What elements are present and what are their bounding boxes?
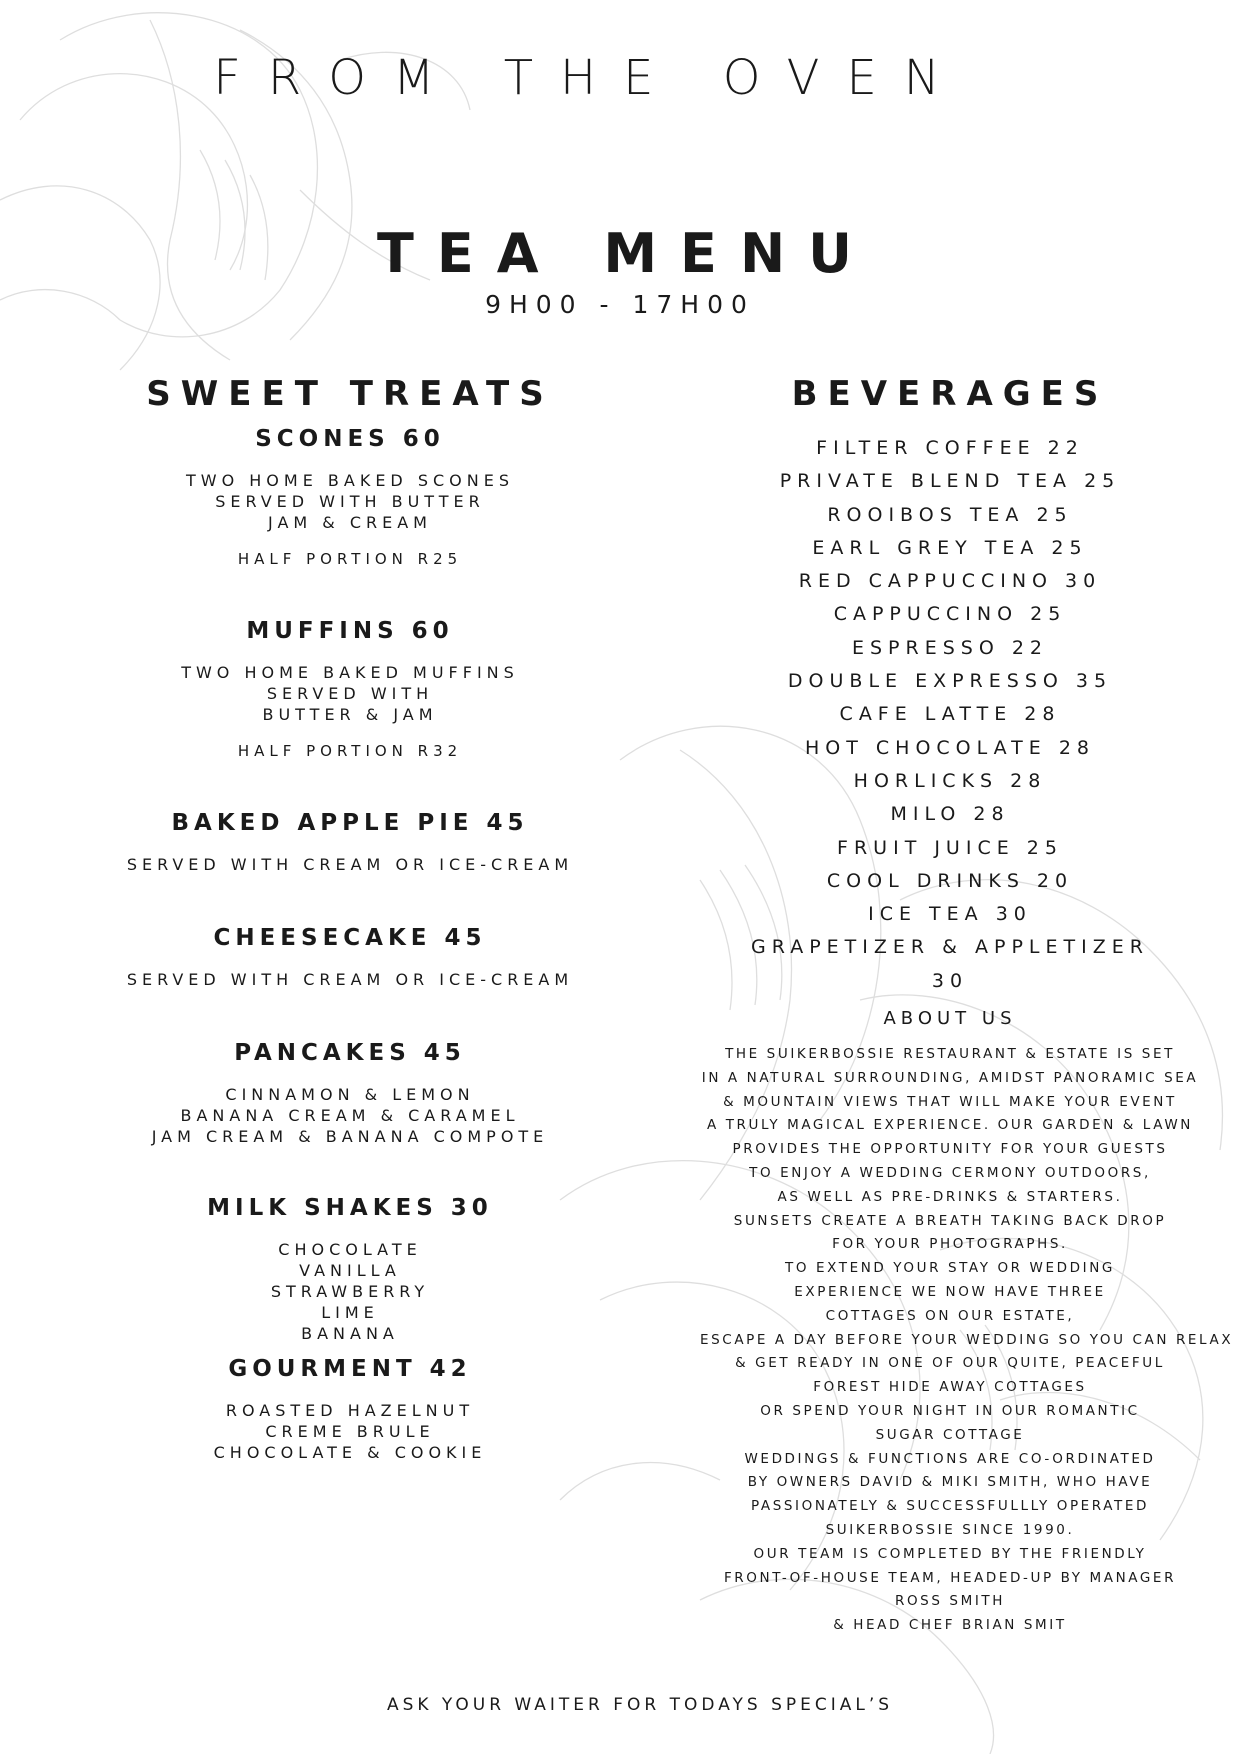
- item-description-line: LIME: [321, 1303, 379, 1322]
- about-line: & MOUNTAIN VIEWS THAT WILL MAKE YOUR EVENT: [723, 1093, 1177, 1110]
- menu-item-apple-pie: [60, 810, 640, 875]
- sweet-treats-section: [60, 374, 640, 1463]
- about-line: TO ENJOY A WEDDING CERMONY OUTDOORS,: [749, 1165, 1151, 1182]
- about-line: SUIKERBOSSIE SINCE 1990.: [825, 1521, 1075, 1538]
- menu-item-pancakes: [60, 1040, 640, 1147]
- about-line: SUGAR COTTAGE: [875, 1426, 1025, 1443]
- beverage-list: [700, 432, 1200, 998]
- item-description-line: JAM CREAM & BANANA COMPOTE: [151, 1127, 549, 1146]
- about-line: SUNSETS CREATE A BREATH TAKING BACK DROP: [733, 1212, 1167, 1229]
- specials-footer: ASK YOUR WAITER FOR TODAYS SPECIAL’S: [386, 1695, 894, 1715]
- beverage-item: ESPRESSO 22: [851, 636, 1049, 659]
- about-line: BY OWNERS DAVID & MIKI SMITH, WHO HAVE: [747, 1474, 1153, 1491]
- about-line: EXPERIENCE WE NOW HAVE THREE: [794, 1284, 1106, 1301]
- item-name: SCONES 60: [255, 426, 445, 452]
- item-description-line: CINNAMON & LEMON: [225, 1085, 475, 1104]
- about-line: OUR TEAM IS COMPLETED BY THE FRIENDLY: [753, 1545, 1147, 1562]
- beverage-item: PRIVATE BLEND TEA 25: [779, 470, 1121, 493]
- item-description-line: SERVED WITH CREAM OR ICE-CREAM: [126, 970, 574, 989]
- beverage-item: FILTER COFFEE 22: [816, 437, 1084, 459]
- about-line: PROVIDES THE OPPORTUNITY FOR YOUR GUESTS: [732, 1141, 1168, 1158]
- beverage-item: ICE TEA 30: [868, 903, 1032, 926]
- item-name: BAKED APPLE PIE 45: [171, 810, 529, 836]
- brand-heading: FROM THE OVEN: [213, 50, 967, 106]
- beverage-item: CAFE LATTE 28: [839, 703, 1061, 726]
- about-line: COTTAGES ON OUR ESTATE,: [825, 1307, 1075, 1324]
- item-description-line: ROASTED HAZELNUT: [225, 1401, 475, 1420]
- beverage-item: HOT CHOCOLATE 28: [805, 736, 1095, 759]
- menu-title: TEA MENU: [377, 222, 875, 285]
- item-description-line: CHOCOLATE & COOKIE: [213, 1443, 487, 1462]
- about-line: OR SPEND YOUR NIGHT IN OUR ROMANTIC: [760, 1403, 1140, 1419]
- item-description-line: CREME BRULE: [265, 1422, 435, 1441]
- item-name: MUFFINS 60: [246, 618, 454, 644]
- item-description-line: BUTTER & JAM: [262, 705, 438, 724]
- about-line: WEDDINGS & FUNCTIONS ARE CO-ORDINATED: [744, 1450, 1156, 1467]
- menu-item-gourment: [60, 1356, 640, 1463]
- item-name: PANCAKES 45: [234, 1040, 466, 1066]
- item-name: CHEESECAKE 45: [213, 925, 487, 951]
- item-description-line: SERVED WITH CREAM OR ICE-CREAM: [126, 855, 574, 874]
- menu-item-cheesecake: [60, 925, 640, 990]
- about-us-section: [700, 1008, 1234, 1638]
- about-line: & GET READY IN ONE OF OUR QUITE, PEACEFUL: [735, 1355, 1165, 1372]
- beverage-item: MILO 28: [890, 803, 1010, 826]
- beverage-item: FRUIT JUICE 25: [837, 836, 1063, 859]
- about-line: ESCAPE A DAY BEFORE YOUR WEDDING SO YOU CAN RELAX: [700, 1331, 1234, 1348]
- beverage-item: COOL DRINKS 20: [826, 869, 1074, 892]
- beverage-item: HORLICKS 28: [853, 769, 1047, 792]
- item-name: MILK SHAKES 30: [207, 1195, 493, 1221]
- item-description-line: SERVED WITH: [266, 684, 434, 703]
- beverage-item: CAPPUCCINO 25: [833, 603, 1067, 626]
- about-line: FRONT-OF-HOUSE TEAM, HEADED-UP BY MANAGER: [723, 1569, 1177, 1586]
- beverage-item: ROOIBOS TEA 25: [827, 503, 1073, 526]
- about-line: FOREST HIDE AWAY COTTAGES: [813, 1379, 1087, 1396]
- item-description-line: TWO HOME BAKED SCONES: [186, 471, 514, 490]
- about-line: TO EXTEND YOUR STAY OR WEDDING: [785, 1260, 1115, 1277]
- about-line: & HEAD CHEF BRIAN SMIT: [833, 1617, 1067, 1634]
- beverage-item: DOUBLE EXPRESSO 35: [787, 670, 1113, 693]
- sweet-treats-title: SWEET TREATS: [146, 374, 554, 414]
- menu-item-milk-shakes: [60, 1195, 640, 1344]
- about-line: PASSIONATELY & SUCCESSFULLLY OPERATED: [750, 1498, 1150, 1515]
- about-line: THE SUIKERBOSSIE RESTAURANT & ESTATE IS SET: [725, 1046, 1175, 1063]
- about-us-title: ABOUT US: [883, 1008, 1017, 1030]
- item-description-line: TWO HOME BAKED MUFFINS: [181, 663, 519, 682]
- beverage-item: RED CAPPUCCINO 30: [798, 570, 1102, 593]
- opening-hours: 9H00 - 17H00: [485, 290, 755, 319]
- beverage-item: EARL GREY TEA 25: [812, 536, 1088, 559]
- item-description-line: JAM & CREAM: [268, 513, 432, 532]
- beverage-item: GRAPETIZER & APPLETIZER: [751, 936, 1149, 959]
- item-description-line: BANANA CREAM & CARAMEL: [180, 1106, 520, 1125]
- about-line: IN A NATURAL SURROUNDING, AMIDST PANORAMIC SEA: [701, 1069, 1199, 1086]
- about-line: A TRULY MAGICAL EXPERIENCE. OUR GARDEN & LAWN: [706, 1117, 1193, 1134]
- about-line: FOR YOUR PHOTOGRAPHS.: [832, 1236, 1068, 1253]
- about-us-text: [700, 1043, 1234, 1638]
- menu-item-scones: [60, 426, 640, 568]
- about-line: AS WELL AS PRE-DRINKS & STARTERS.: [777, 1188, 1123, 1205]
- item-description-line: VANILLA: [299, 1261, 401, 1280]
- beverage-item: 30: [931, 969, 969, 992]
- item-description-line: STRAWBERRY: [270, 1282, 430, 1301]
- item-description-line: CHOCOLATE: [278, 1240, 422, 1259]
- beverages-title: BEVERAGES: [791, 374, 1109, 414]
- item-description-line: SERVED WITH BUTTER: [215, 492, 485, 511]
- menu-item-muffins: [60, 618, 640, 760]
- item-name: GOURMENT 42: [228, 1356, 472, 1382]
- half-portion-note: HALF PORTION R32: [237, 742, 463, 760]
- half-portion-note: HALF PORTION R25: [237, 550, 463, 568]
- beverages-section: [700, 374, 1234, 1638]
- item-description-line: BANANA: [301, 1324, 399, 1343]
- about-line: ROSS SMITH: [894, 1593, 1006, 1610]
